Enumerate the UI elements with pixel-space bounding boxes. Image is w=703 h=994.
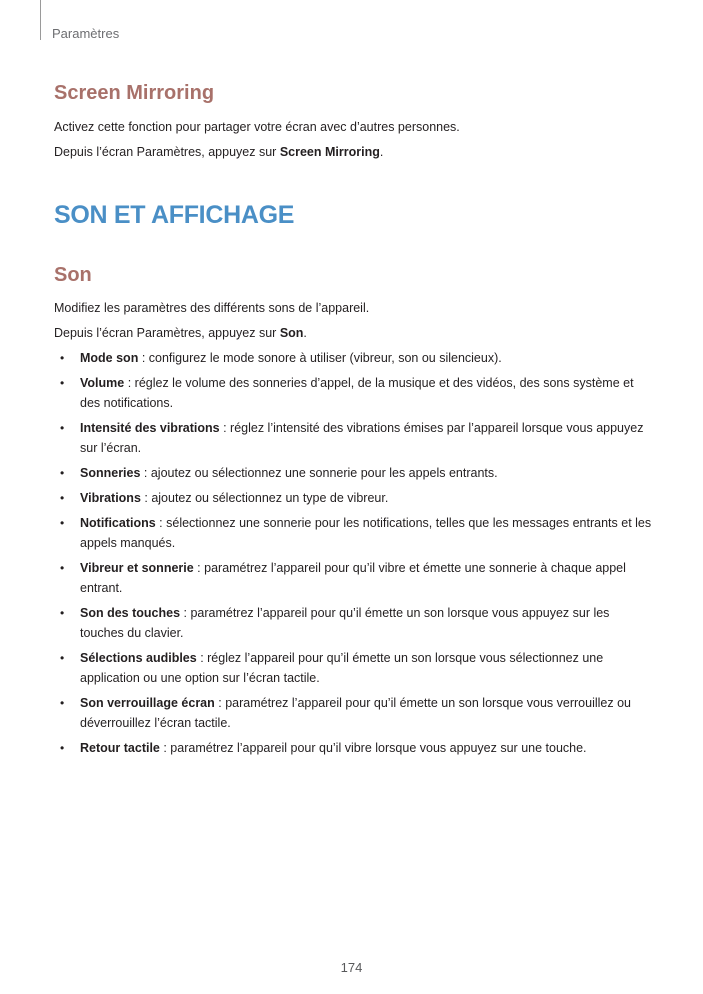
item-text: : réglez le volume des sonneries d’appel, de la musique et des vidéos, des sons système et des notifications. (80, 376, 634, 410)
running-header: Paramètres (52, 26, 120, 41)
item-term: Son des touches (80, 606, 181, 620)
bullet-icon: • (60, 421, 65, 435)
item-text: : sélectionnez une sonnerie pour les notifications, telles que les messages entrants et les appels manqués. (80, 516, 652, 550)
item-term: Son verrouillage écran (80, 696, 215, 710)
list-item (54, 373, 654, 413)
list-item (54, 693, 654, 733)
item-term: Mode son (80, 351, 139, 365)
bullet-icon: • (60, 516, 65, 530)
item-term: Sélections audibles (80, 651, 197, 665)
item-term: Vibrations (80, 491, 141, 505)
item-text: : réglez l’appareil pour qu’il émette un son lorsque vous sélectionnez une application ou une option sur l’écran tactile. (80, 651, 604, 685)
list-item (54, 488, 654, 508)
item-text: : ajoutez ou sélectionnez un type de vibreur. (140, 491, 389, 505)
bullet-icon: • (60, 606, 65, 620)
bullet-icon: • (60, 651, 65, 665)
list-item (54, 513, 654, 553)
item-text: : réglez l’intensité des vibrations émises par l’appareil lorsque vous appuyez sur l’écran. (80, 421, 644, 455)
item-text: : paramétrez l’appareil pour qu’il vibre lorsque vous appuyez sur une touche. (159, 741, 587, 755)
chapter-title: SON ET AFFICHAGE (54, 201, 295, 229)
instruction-target: Screen Mirroring (279, 145, 380, 159)
list-item (54, 348, 654, 368)
item-term: Retour tactile (80, 741, 160, 755)
bullet-icon: • (60, 376, 65, 390)
list-item (54, 648, 654, 688)
margin-rule (40, 0, 41, 40)
list-item (54, 558, 654, 598)
item-text: : paramétrez l’appareil pour qu’il vibre et émette une sonnerie à chaque appel entrant. (80, 561, 626, 595)
bullet-icon: • (60, 561, 65, 575)
item-term: Notifications (80, 516, 156, 530)
item-term: Sonneries (80, 466, 141, 480)
item-term: Intensité des vibrations (80, 421, 220, 435)
instruction-suffix: . (379, 145, 384, 159)
screen-mirroring-description: Activez cette fonction pour partager votre écran avec d’autres personnes. (54, 120, 460, 134)
son-description: Modifiez les paramètres des différents sons de l’appareil. (54, 301, 370, 315)
section-title-screen-mirroring: Screen Mirroring (54, 82, 215, 104)
list-item (54, 463, 654, 483)
section-title-son: Son (54, 264, 92, 286)
son-instruction (54, 323, 307, 343)
instruction-target: Son (279, 326, 304, 340)
instruction-suffix: . (303, 326, 307, 340)
bullet-icon: • (60, 466, 65, 480)
bullet-icon: • (60, 741, 65, 755)
list-item (54, 603, 654, 643)
bullet-icon: • (60, 696, 65, 710)
bullet-icon: • (60, 491, 65, 505)
item-text: : paramétrez l’appareil pour qu’il émette un son lorsque vous verrouillez ou déverrouillez l’écran tactile. (80, 696, 631, 730)
son-settings-list (54, 348, 654, 763)
bullet-icon: • (60, 351, 65, 365)
item-term: Vibreur et sonnerie (80, 561, 194, 575)
instruction-prefix: Depuis l’écran Paramètres, appuyez sur (54, 145, 280, 159)
item-term: Volume (80, 376, 125, 390)
instruction-prefix: Depuis l’écran Paramètres, appuyez sur (54, 326, 280, 340)
list-item (54, 738, 654, 758)
item-text: : ajoutez ou sélectionnez une sonnerie pour les appels entrants. (140, 466, 498, 480)
screen-mirroring-instruction (54, 142, 383, 162)
list-item (54, 418, 654, 458)
page-number: 174 (340, 960, 363, 975)
item-text: : paramétrez l’appareil pour qu’il émette un son lorsque vous appuyez sur les touches du clavier. (80, 606, 610, 640)
item-text: : configurez le mode sonore à utiliser (vibreur, son ou silencieux). (138, 351, 502, 365)
